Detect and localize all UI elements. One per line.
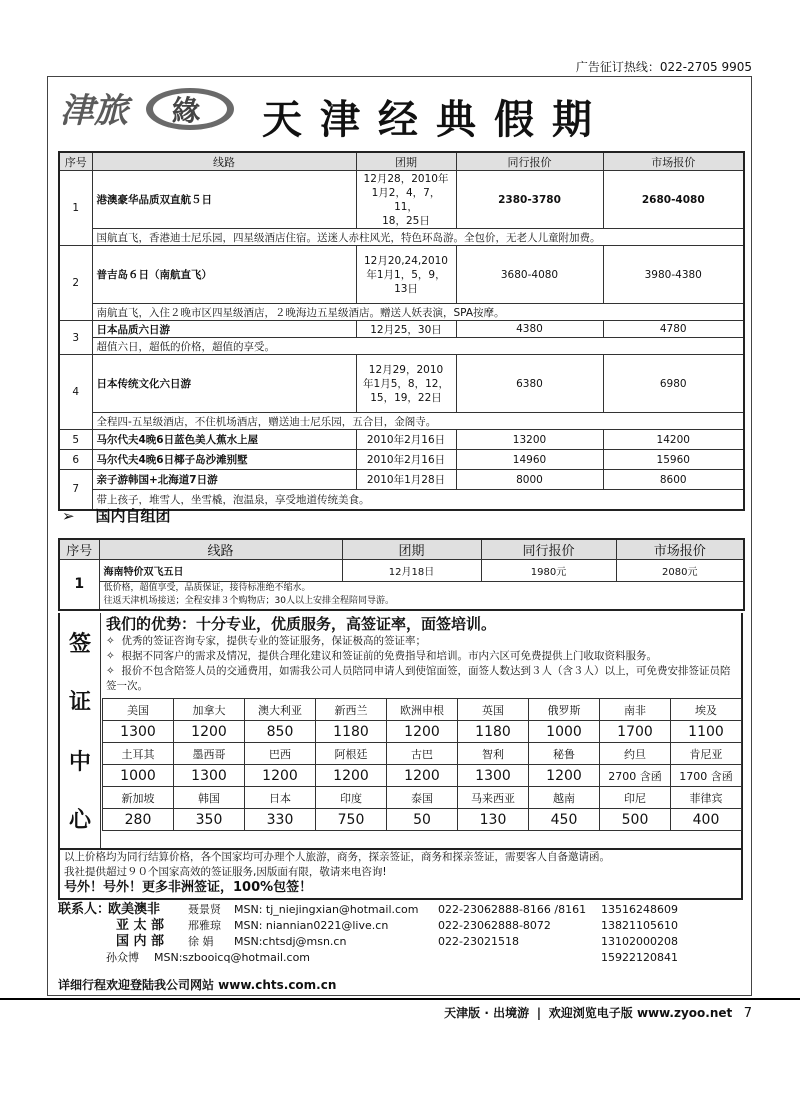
visa-country: 印尼	[600, 787, 671, 809]
visa-price: 1200	[387, 765, 458, 787]
visa-country: 智利	[458, 743, 529, 765]
market-price: 6980	[603, 355, 744, 413]
route-name: 马尔代夫4晚6日椰子岛沙滩别墅	[92, 450, 356, 470]
visa-price: 850	[245, 721, 316, 743]
arrow-bullet-icon: ➢	[62, 507, 75, 525]
contact-msn[interactable]: MSN: niannian0221@live.cn	[234, 919, 389, 932]
contact-row	[58, 902, 748, 918]
market-price: 2080元	[616, 560, 744, 582]
visa-country: 俄罗斯	[529, 699, 600, 721]
visa-country: 美国	[103, 699, 174, 721]
visa-country: 英国	[458, 699, 529, 721]
row-no: 4	[59, 355, 92, 430]
footer-rule	[0, 998, 800, 1000]
contact-row	[58, 934, 748, 950]
diamond-bullet-icon: ✧	[106, 635, 115, 647]
visa-country: 秘鲁	[529, 743, 600, 765]
tour-dates: 12月25，30日	[356, 321, 456, 338]
contact-dept: 国 内 部	[116, 934, 165, 949]
contact-msn[interactable]: MSN:chtsdj@msn.cn	[234, 935, 347, 948]
visa-price: 1180	[316, 721, 387, 743]
row-no: 7	[59, 470, 92, 510]
visa-price: 1700	[600, 721, 671, 743]
route-note: 超值六日，超低的价格，超值的享受。	[92, 338, 744, 355]
contact-phone: 022-23062888-8072	[438, 919, 551, 932]
trade-price: 6380	[456, 355, 603, 413]
visa-country: 欧洲申根	[387, 699, 458, 721]
route-name: 港澳豪华品质双直航５日	[92, 171, 356, 229]
table-header-row	[59, 539, 744, 560]
visa-price: 280	[103, 809, 174, 831]
table-row	[59, 470, 744, 490]
route-name: 日本品质六日游	[92, 321, 356, 338]
visa-price: 1200	[529, 765, 600, 787]
tour-dates: 2010年1月28日	[356, 470, 456, 490]
visa-price: 1100	[671, 721, 742, 743]
visa-price-grid	[102, 698, 742, 831]
visa-country: 巴西	[245, 743, 316, 765]
visa-country: 菲律宾	[671, 787, 742, 809]
visa-headline: 我们的优势：十分专业，优质服务，高签证率，面签培训。	[106, 615, 497, 633]
visa-country: 日本	[245, 787, 316, 809]
col-route: 线路	[99, 539, 342, 560]
col-dates: 团期	[356, 152, 456, 171]
visa-footnote: 以上价格均为同行结算价格，各个国家均可办理个人旅游，商务，探亲签证，商务和探亲签证，需要客人自备邀请函。 我社提供超过９０个国家高效的签证服务,因版面有限，敬请来电咨询! 号外！号外！更多非洲签证，100%包签！	[58, 850, 743, 900]
trade-price: 2380-3780	[456, 171, 603, 229]
diamond-bullet-icon: ✧	[106, 665, 115, 677]
visa-price: 1200	[316, 765, 387, 787]
visa-slogan: 号外！号外！更多非洲签证，100%包签！	[64, 880, 313, 895]
page-footer: 天津版 · 出境游 | 欢迎浏览电子版 www.zyoo.net 7	[444, 1006, 752, 1021]
visa-bullet: ✧ 报价不包含陪签人员的交通费用，如需我公司人员陪同申请人到使馆面签，面签人数达到３人（含３人）以上，可免费安排签证员陪签一次。	[106, 665, 731, 692]
row-no: 6	[59, 450, 92, 470]
row-no: 2	[59, 246, 92, 321]
tour-dates: 12月28，2010年 1月2，4，7，11， 18，25日	[356, 171, 456, 229]
visa-country: 阿根廷	[316, 743, 387, 765]
table-header-row	[59, 152, 744, 171]
visa-price: 330	[245, 809, 316, 831]
page-number: 7	[743, 1006, 752, 1021]
contact-name: 孙众博	[106, 951, 139, 964]
contact-msn[interactable]: MSN:szbooicq@hotmail.com	[154, 951, 311, 964]
visa-country: 越南	[529, 787, 600, 809]
visa-price: 400	[671, 809, 742, 831]
col-no: 序号	[59, 152, 92, 171]
visa-center-label: 签 证 中 心	[60, 613, 101, 848]
route-name: 马尔代夫4晚6日蓝色美人蕉水上屋	[92, 430, 356, 450]
trade-price: 4380	[456, 321, 603, 338]
visa-price: 1300	[458, 765, 529, 787]
contact-mobile: 15922120841	[601, 951, 678, 964]
visa-bullet: ✧ 根据不同客户的需求及情况，提供合理化建议和签证前的免费指导和培训。市内六区可免费提供上门收取资料服务。	[106, 650, 657, 662]
route-name: 日本传统文化六日游	[92, 355, 356, 413]
visa-country: 新加坡	[103, 787, 174, 809]
trade-price: 8000	[456, 470, 603, 490]
contact-row	[58, 918, 748, 934]
contact-phone: 022-23062888-8166 /8161	[438, 903, 587, 916]
table-row	[59, 246, 744, 304]
visa-price: 130	[458, 809, 529, 831]
visa-country: 印度	[316, 787, 387, 809]
trade-price: 13200	[456, 430, 603, 450]
market-price: 4780	[603, 321, 744, 338]
table-row	[59, 171, 744, 229]
contact-row	[58, 950, 748, 966]
visa-country: 埃及	[671, 699, 742, 721]
logo-mark: 緣	[172, 94, 201, 127]
visa-price: 1000	[103, 765, 174, 787]
visa-country: 土耳其	[103, 743, 174, 765]
contacts-block	[58, 902, 748, 966]
col-no: 序号	[59, 539, 99, 560]
visa-country: 马来西亚	[458, 787, 529, 809]
table-row	[59, 355, 744, 413]
visa-country: 新西兰	[316, 699, 387, 721]
visa-country: 南非	[600, 699, 671, 721]
route-name: 普吉岛６日（南航直飞）	[92, 246, 356, 304]
visa-price: 2700 含函	[600, 765, 671, 787]
visa-price: 350	[174, 809, 245, 831]
visa-country: 韩国	[174, 787, 245, 809]
table-row	[59, 560, 744, 582]
contact-dept: 欧美澳非	[108, 902, 161, 917]
row-no: 1	[59, 171, 92, 246]
contact-phone: 022-23021518	[438, 935, 519, 948]
contact-mobile: 13516248609	[601, 903, 678, 916]
visa-bullet: ✧ 优秀的签证咨询专家，提供专业的签证服务，保证极高的签证率；	[106, 635, 426, 647]
route-name: 亲子游韩国+北海道7日游	[92, 470, 356, 490]
tour-dates: 12月18日	[342, 560, 481, 582]
contact-name: 徐 娟	[188, 935, 214, 948]
tour-dates: 2010年2月16日	[356, 450, 456, 470]
market-price: 2680-4080	[603, 171, 744, 229]
brand-logo	[58, 84, 243, 134]
row-no: 3	[59, 321, 92, 355]
contact-name: 邢雅琼	[188, 919, 221, 932]
col-market-price: 市场报价	[603, 152, 744, 171]
route-note: 低价格，超值享受，品质保证，接待标准绝不缩水。 往返天津机场接送；全程安排３个购物店；30人以上安排全程陪同导游。	[99, 582, 744, 610]
visa-country: 加拿大	[174, 699, 245, 721]
tour-dates: 2010年2月16日	[356, 430, 456, 450]
visa-price: 1300	[103, 721, 174, 743]
market-price: 15960	[603, 450, 744, 470]
visa-price: 1200	[245, 765, 316, 787]
visa-price: 1180	[458, 721, 529, 743]
visa-country: 古巴	[387, 743, 458, 765]
visa-country: 澳大利亚	[245, 699, 316, 721]
visa-country: 墨西哥	[174, 743, 245, 765]
contact-label: 联系人：	[58, 902, 111, 917]
tour-dates: 12月29，2010 年1月5，8，12， 15，19，22日	[356, 355, 456, 413]
route-note: 全程四-五星级酒店，不住机场酒店，赠送迪士尼乐园，五合目，金阁寺。	[92, 413, 744, 430]
visa-country: 泰国	[387, 787, 458, 809]
table-row	[59, 430, 744, 450]
international-tours-table	[58, 151, 745, 511]
visa-advantages	[106, 617, 736, 694]
visa-price: 1300	[174, 765, 245, 787]
route-note: 带上孩子，堆雪人，坐雪橇，泡温泉，享受地道传统美食。	[92, 490, 744, 510]
market-price: 14200	[603, 430, 744, 450]
trade-price: 3680-4080	[456, 246, 603, 304]
col-route: 线路	[92, 152, 356, 171]
contact-mobile: 13821105610	[601, 919, 678, 932]
route-name: 海南特价双飞五日	[99, 560, 342, 582]
row-no: 1	[59, 560, 99, 610]
visa-center	[58, 613, 743, 850]
table-row	[59, 321, 744, 338]
visa-price: 750	[316, 809, 387, 831]
route-note: 南航直飞，入住２晚市区四星级酒店，２晚海边五星级酒店。赠送人妖表演，SPA按摩。	[92, 304, 744, 321]
tour-dates: 12月20,24,2010 年1月1，5，9， 13日	[356, 246, 456, 304]
visa-price: 1000	[529, 721, 600, 743]
ad-hotline: 广告征订热线：022-2705 9905	[575, 60, 752, 74]
market-price: 8600	[603, 470, 744, 490]
domestic-section-heading: ➢ 国内自组团	[62, 507, 171, 525]
visa-price: 1700 含函	[671, 765, 742, 787]
col-dates: 团期	[342, 539, 481, 560]
col-market-price: 市场报价	[616, 539, 744, 560]
contact-msn[interactable]: MSN: tj_niejingxian@hotmail.com	[234, 903, 419, 916]
trade-price: 14960	[456, 450, 603, 470]
contact-mobile: 13102000208	[601, 935, 678, 948]
visa-country: 肯尼亚	[671, 743, 742, 765]
route-note: 国航直飞，香港迪士尼乐园，四星级酒店住宿。送迷人赤柱风光，特色环岛游。全包价，无老人儿童附加费。	[92, 229, 744, 246]
visa-price: 1200	[387, 721, 458, 743]
visa-price: 500	[600, 809, 671, 831]
logo-text: 津旅	[60, 91, 128, 131]
domestic-tours-table	[58, 538, 745, 611]
trade-price: 1980元	[481, 560, 616, 582]
visa-price: 1200	[174, 721, 245, 743]
contact-dept: 亚 太 部	[116, 918, 165, 933]
diamond-bullet-icon: ✧	[106, 650, 115, 662]
visa-price: 50	[387, 809, 458, 831]
col-trade-price: 同行报价	[456, 152, 603, 171]
table-row	[59, 450, 744, 470]
contact-name: 聂景贤	[188, 903, 221, 916]
page-title: 天津经典假期	[262, 96, 610, 143]
market-price: 3980-4380	[603, 246, 744, 304]
row-no: 5	[59, 430, 92, 450]
col-trade-price: 同行报价	[481, 539, 616, 560]
visa-country: 约旦	[600, 743, 671, 765]
website-line: 详细行程欢迎登陆我公司网站 www.chts.com.cn	[58, 978, 337, 992]
visa-price: 450	[529, 809, 600, 831]
